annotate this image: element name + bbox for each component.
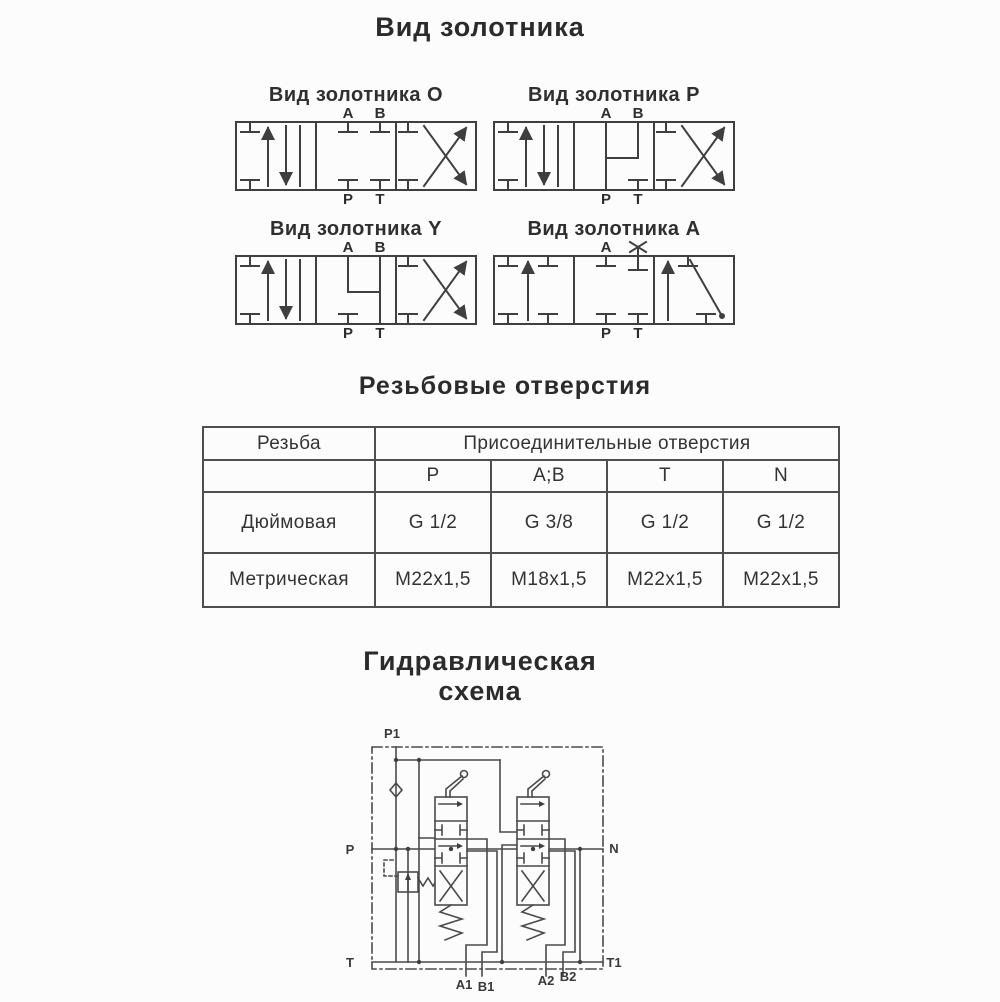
port-t1-label: T1 [606, 955, 622, 970]
valve-section-1 [435, 771, 468, 941]
port-a-label: A [600, 106, 612, 122]
relief-valve-icon [384, 860, 438, 892]
port-p-label: P [342, 191, 354, 206]
lever-handle-icon [543, 771, 550, 778]
cell-value: M22x1,5 [607, 553, 723, 607]
port-a2-label: A2 [537, 973, 555, 988]
hydraulic-section-title [0, 646, 960, 706]
cell-value: G 3/8 [491, 492, 607, 553]
port-a-label: A [342, 106, 354, 122]
port-col-p: P [375, 460, 491, 492]
empty-cell [203, 460, 375, 492]
port-b-label: B [374, 240, 386, 256]
port-a-label: A [342, 240, 354, 256]
port-b-label: B [632, 106, 644, 122]
group-header: Присоединительные отверстия [375, 427, 839, 460]
port-p-label: P [600, 191, 612, 206]
port-t-label: T [633, 191, 643, 206]
spool-diagram-a [492, 218, 736, 340]
threads-table [202, 426, 840, 608]
valve-symbol-p [492, 106, 736, 206]
spool-diagram-p [492, 84, 736, 206]
cell-value: G 1/2 [607, 492, 723, 553]
spool-y-label: Вид золотника Y [269, 218, 442, 240]
port-a1-label: A1 [455, 977, 473, 992]
valve-symbol-y [234, 240, 478, 340]
port-b1-label: B1 [477, 979, 495, 994]
port-p-label: P [342, 325, 354, 340]
spool-p-label: Вид золотника P [527, 84, 700, 106]
port-col-t: T [607, 460, 723, 492]
spool-o-label: Вид золотника O [268, 84, 444, 106]
port-n-label: N [609, 841, 619, 856]
cell-value: M22x1,5 [375, 553, 491, 607]
valve-symbol-a [492, 240, 736, 340]
port-col-n: N [723, 460, 839, 492]
port-t-label: T [346, 955, 354, 970]
valve-section-2 [517, 771, 550, 941]
valve-symbol-o [234, 106, 478, 206]
junction-dots [394, 758, 582, 964]
table-row-inch [203, 492, 839, 553]
lever-handle-icon [461, 771, 468, 778]
table-row-ports [203, 460, 839, 492]
port-p-label: P [345, 842, 355, 857]
port-b-label: B [374, 106, 386, 122]
hydraulic-title-line2: схема [438, 676, 522, 707]
port-b2-label: B2 [559, 969, 577, 984]
spool-diagram-y [234, 218, 478, 340]
table-row-header [203, 427, 839, 460]
page-title: Вид золотника [375, 12, 585, 42]
cell-value: M22x1,5 [723, 553, 839, 607]
hydraulic-title-line1: Гидравлическая [363, 646, 597, 676]
port-a-label: A [600, 240, 612, 256]
port-t-label: T [375, 191, 385, 206]
cell-value: G 1/2 [723, 492, 839, 553]
spool-diagram-o [234, 84, 478, 206]
table-row-metric [203, 553, 839, 607]
row-label: Дюймовая [203, 492, 375, 553]
hydraulic-schematic [330, 720, 670, 1002]
threads-section-title: Резьбовые отверстия [358, 372, 652, 400]
port-p1-label: P1 [384, 726, 400, 741]
spool-a-label: Вид золотника A [527, 218, 701, 240]
thread-col-header: Резьба [203, 427, 375, 460]
cell-value: G 1/2 [375, 492, 491, 553]
row-label: Метрическая [203, 553, 375, 607]
port-t-label: T [633, 325, 643, 340]
port-col-ab: A;B [491, 460, 607, 492]
port-t-label: T [375, 325, 385, 340]
port-p-label: P [600, 325, 612, 340]
cell-value: M18x1,5 [491, 553, 607, 607]
